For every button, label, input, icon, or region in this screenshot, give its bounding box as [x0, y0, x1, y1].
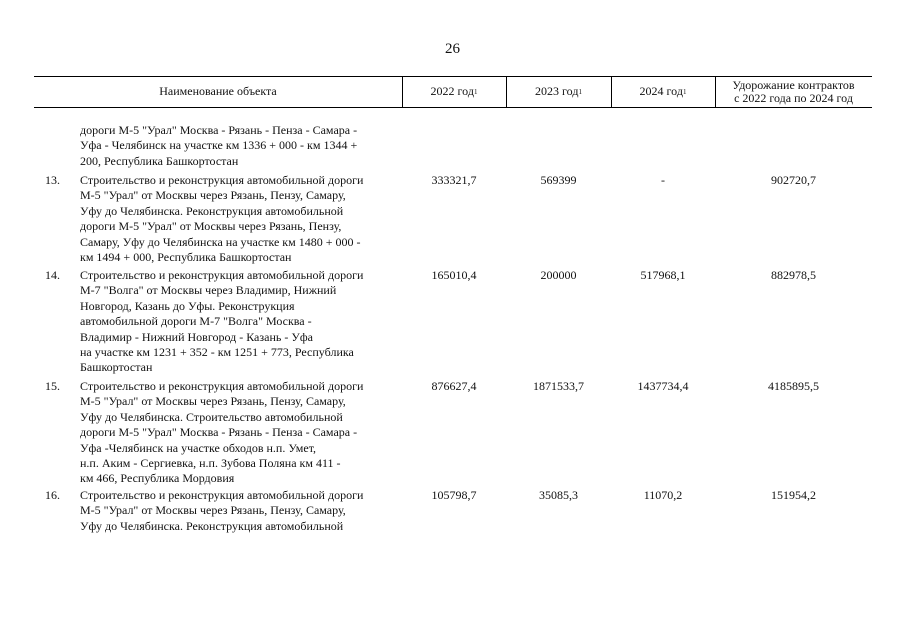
object-name-line: М-5 "Урал" от Москвы через Рязань, Пензу, Самару, [80, 503, 346, 518]
value-increase: 151954,2 [771, 488, 816, 502]
object-name [80, 488, 402, 534]
object-name-line: км 466, Республика Мордовия [80, 471, 235, 486]
value-2024: - [661, 173, 665, 187]
object-name-line: 200, Республика Башкортостан [80, 153, 239, 168]
object-name-line: Уфу до Челябинска. Реконструкция автомобильной [80, 203, 344, 218]
header-increase-line1: Удорожание контрактов [732, 77, 855, 92]
object-name-line: Строительство и реконструкция автомобильной дороги [80, 173, 364, 187]
object-name-line: М-5 "Урал" от Москвы через Рязань, Пензу, Самару, [80, 394, 346, 409]
value-2024: 11070,2 [643, 488, 683, 502]
object-name-line: М-7 "Волга" от Москвы через Владимир, Нижний [80, 283, 337, 298]
value-2024: 517968,1 [640, 268, 686, 282]
value-increase: 882978,5 [771, 268, 816, 282]
value-increase: 4185895,5 [768, 379, 819, 393]
object-name-line: н.п. Аким - Сергиевка, н.п. Зубова Поляна км 411 - [80, 455, 341, 470]
object-name [80, 123, 402, 169]
header-2024-label: 2024 год [639, 84, 683, 98]
row-number: 14. [45, 268, 60, 282]
value-2023: 35085,3 [539, 488, 578, 502]
value-2022: 165010,4 [431, 268, 477, 282]
object-name-line: дороги М-5 "Урал" от Москвы через Рязань, Пензу, [80, 219, 342, 234]
object-name [80, 173, 402, 265]
header-2023: 2023 год 1 [535, 84, 582, 98]
object-name-line: дороги М-5 "Урал" Москва - Рязань - Пенза - Самара - [80, 123, 358, 137]
header-2022: 2022 год 1 [430, 84, 478, 98]
object-name-line: дороги М-5 "Урал" Москва - Рязань - Пенза - Самара - [80, 425, 358, 440]
header-bottom-rule [34, 107, 872, 108]
object-name-line: на участке км 1231 + 352 - км 1251 + 773, Республика [80, 344, 354, 359]
object-name-line: Башкортостан [80, 360, 153, 375]
object-name-line: Строительство и реконструкция автомобильной дороги [80, 488, 364, 502]
object-name-line: автомобильной дороги М-7 "Волга" Москва - [80, 314, 312, 329]
header-name [34, 76, 402, 107]
object-name [80, 379, 402, 487]
header-2023-label: 2023 год [535, 84, 579, 98]
header-name-label: Наименование объекта [159, 84, 277, 98]
header-2024: 2024 год 1 [639, 84, 687, 98]
value-2023: 569399 [540, 173, 577, 187]
header-2022-label: 2022 год [430, 84, 474, 98]
value-increase: 902720,7 [771, 173, 816, 187]
row-number: 16. [45, 488, 60, 502]
page-number: 26 [445, 41, 460, 57]
object-name-line: км 1494 + 000, Республика Башкортостан [80, 249, 292, 264]
object-name [80, 268, 402, 376]
value-2023: 1871533,7 [533, 379, 584, 393]
object-name-line: Владимир - Нижний Новгород - Казань - Уфа [80, 329, 313, 344]
row-number: 13. [45, 173, 60, 187]
object-name-line: Уфа -Челябинск на участке обходов н.п. Умет, [80, 440, 317, 455]
header-increase-line2: с 2022 года по 2024 год [734, 90, 853, 105]
object-name-line: Уфу до Челябинска. Реконструкция автомобильной [80, 518, 344, 533]
object-name-line: Новгород, Казань до Уфы. Реконструкция [80, 298, 295, 313]
value-2024: 1437734,4 [637, 379, 689, 393]
value-2022: 876627,4 [431, 379, 477, 393]
row-number: 15. [45, 379, 60, 393]
value-2022: 333321,7 [431, 173, 477, 187]
object-name-line: Уфа - Челябинск на участке км 1336 + 000 - км 1344 + [80, 138, 358, 153]
object-name-line: Строительство и реконструкция автомобильной дороги [80, 268, 364, 282]
object-name-line: М-5 "Урал" от Москвы через Рязань, Пензу, Самару, [80, 188, 346, 203]
object-name-line: Строительство и реконструкция автомобильной дороги [80, 379, 364, 393]
object-name-line: Уфу до Челябинска. Строительство автомобильной [80, 409, 343, 424]
header-increase [715, 76, 872, 107]
object-name-line: Самару, Уфу до Челябинска на участке км 1480 + 000 - [80, 234, 361, 249]
value-2022: 105798,7 [431, 488, 477, 502]
value-2023: 200000 [540, 268, 577, 282]
